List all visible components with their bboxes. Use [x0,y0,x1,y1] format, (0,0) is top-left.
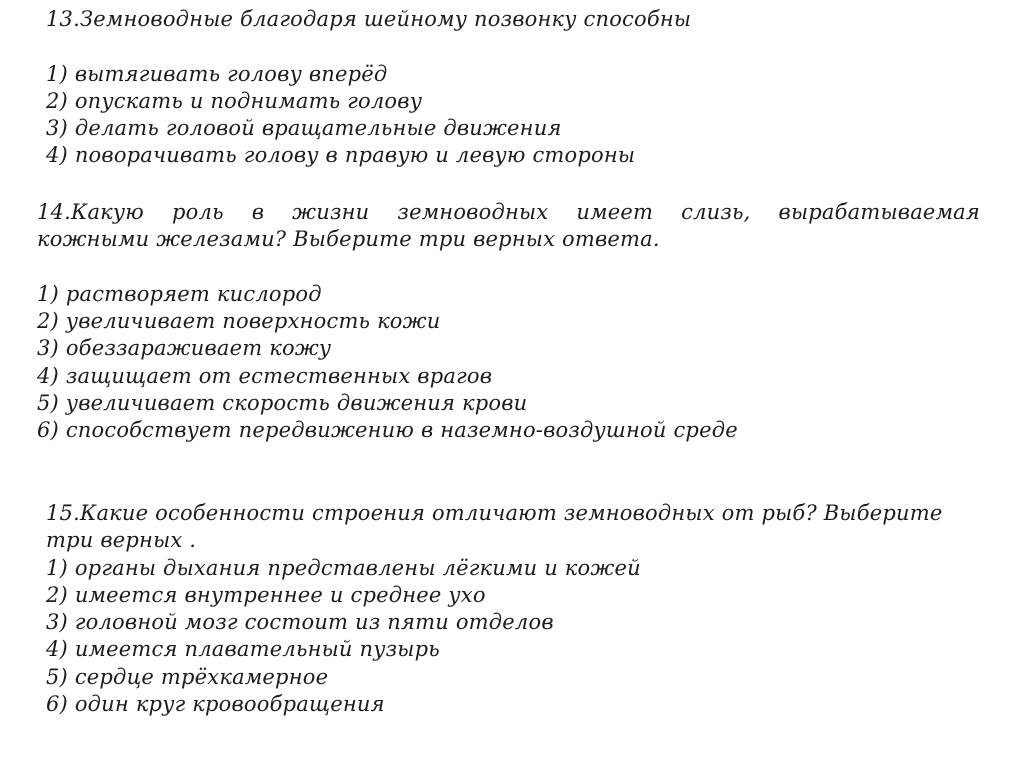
question-14-option-6: 6) способствует передвижению в наземно-воздушной среде [37,418,738,443]
question-14-option-4: 4) защищает от естественных врагов [37,363,493,388]
question-14 [37,199,980,445]
question-13 [46,6,746,170]
question-15-option-2: 2) имеется внутреннее и среднее ухо [46,582,486,607]
question-15-option-6: 6) один круг кровообращения [46,692,385,717]
question-13-title: 13.Земноводные благодаря шейному позвонку способны [46,7,692,31]
spacer [46,33,746,60]
question-15-option-5: 5) сердце трёхкамерное [46,664,329,689]
question-15-option-4: 4) имеется плавательный пузырь [46,637,440,662]
question-13-option-2: 2) опускать и поднимать голову [46,88,423,113]
question-15 [46,500,982,718]
question-14-title-line-1: 14.Какую роль в жизни земноводных имеет слизь, вырабатываемая [37,200,980,224]
question-14-option-2: 2) увеличивает поверхность кожи [37,309,441,334]
question-14-option-5: 5) увеличивает скорость движения крови [37,391,528,416]
question-15-title-line-1: 15.Какие особенности строения отличают земноводных от рыб? Выберите [46,501,943,525]
question-13-option-3: 3) делать головой вращательные движения [46,116,562,141]
spacer [37,254,980,281]
question-15-option-3: 3) головной мозг состоит из пяти отделов [46,610,554,635]
question-15-option-1: 1) органы дыхания представлены лёгкими и кожей [46,555,641,580]
question-14-option-1: 1) растворяет кислород [37,281,322,306]
question-14-option-3: 3) обеззараживает кожу [37,336,332,361]
question-13-option-1: 1) вытягивать голову вперёд [46,61,388,86]
question-13-option-4: 4) поворачивать голову в правую и левую стороны [46,143,636,168]
question-14-title-line-2: кожными железами? Выберите три верных ответа. [37,227,660,252]
question-15-title-line-2: три верных . [46,528,197,553]
